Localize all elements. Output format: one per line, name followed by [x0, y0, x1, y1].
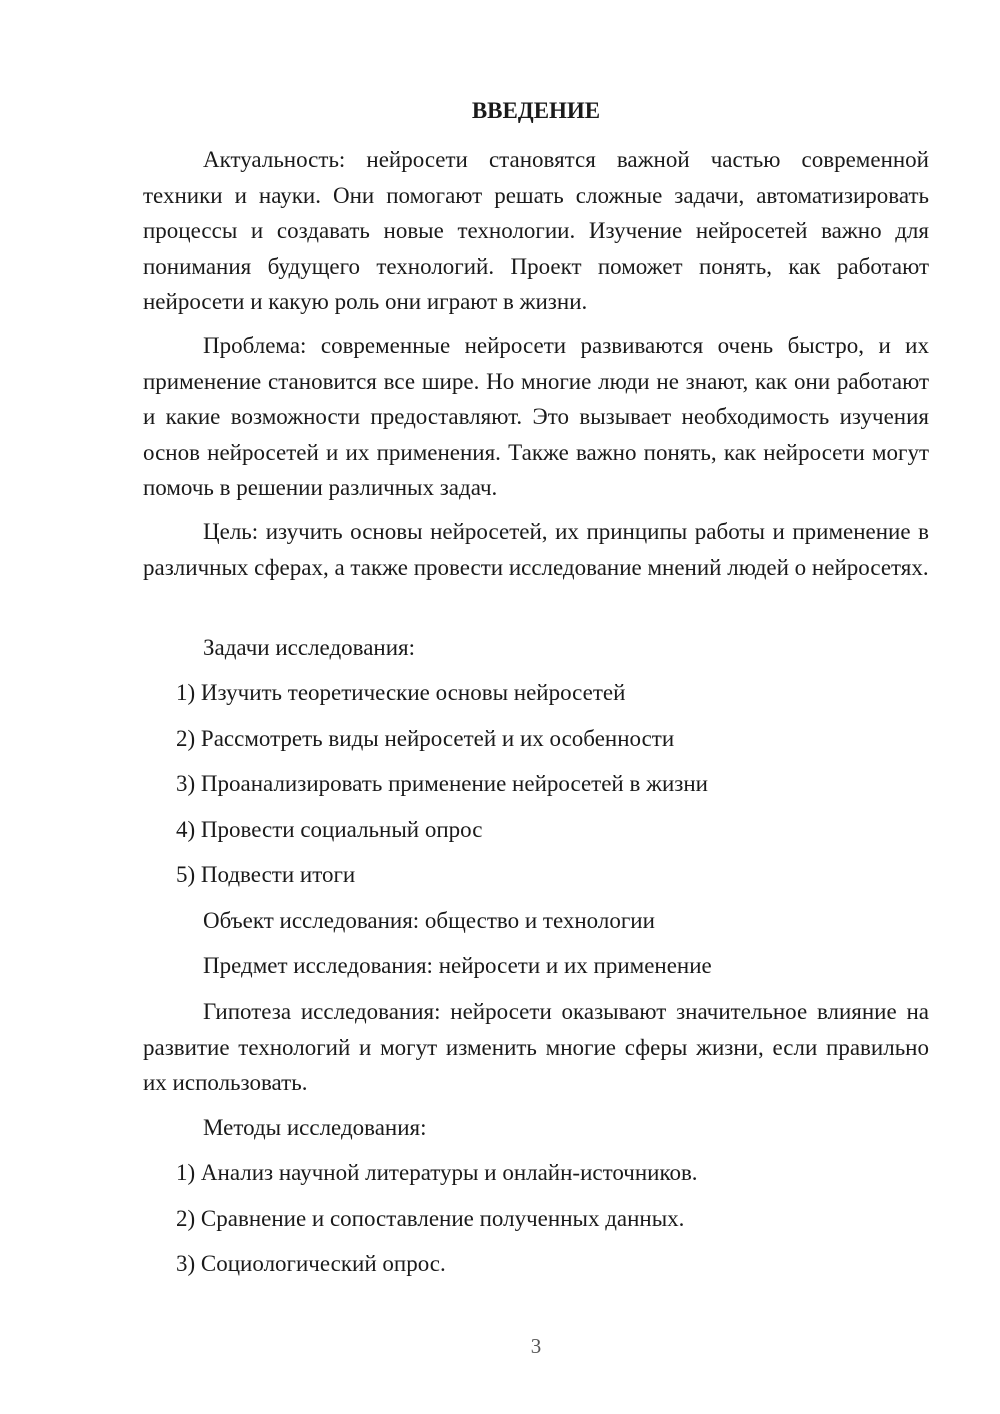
methods-title: Методы исследования: — [203, 1115, 427, 1140]
method-item-3: 3) Социологический опрос. — [176, 1251, 446, 1276]
problem-paragraph: Проблема: современные нейросети развиваются очень быстро, и их применение становится все шире. Но многие люди не знают, как они работают и какие возможности предоставляют. Это вызывает необходимость изучения основ нейросетей и их применения. Также важно понять, как нейросети могут помочь в решении различных задач. — [143, 333, 929, 500]
section-heading: ВВЕДЕНИЕ — [471, 98, 601, 123]
task-item-4: 4) Провести социальный опрос — [176, 817, 483, 842]
task-item-1: 1) Изучить теоретические основы нейросетей — [176, 680, 626, 705]
goal-paragraph: Цель: изучить основы нейросетей, их принципы работы и применение в различных сферах, а также провести исследование мнений людей о нейросетях. — [143, 519, 929, 580]
page-number: 3 — [530, 1334, 542, 1358]
task-item-3: 3) Проанализировать применение нейросетей в жизни — [176, 771, 708, 796]
hypothesis-paragraph: Гипотеза исследования: нейросети оказывают значительное влияние на развитие технологий и могут изменить многие сферы жизни, если правильно их использовать. — [143, 999, 929, 1095]
relevance-paragraph: Актуальность: нейросети становятся важной частью современной техники и науки. Они помогают решать сложные задачи, автоматизировать процессы и создавать новые технологии. Изучение нейросетей важно для понимания будущего технологий. Проект поможет понять, как работают нейросети и какую роль они играют в жизни. — [143, 147, 929, 314]
tasks-title: Задачи исследования: — [203, 635, 416, 660]
task-item-5: 5) Подвести итоги — [176, 862, 356, 887]
object-line: Объект исследования: общество и технологии — [203, 908, 655, 933]
method-item-1: 1) Анализ научной литературы и онлайн-источников. — [176, 1160, 698, 1185]
method-item-2: 2) Сравнение и сопоставление полученных данных. — [176, 1206, 685, 1231]
subject-line: Предмет исследования: нейросети и их применение — [203, 953, 712, 978]
task-item-2: 2) Рассмотреть виды нейросетей и их особенности — [176, 726, 675, 751]
